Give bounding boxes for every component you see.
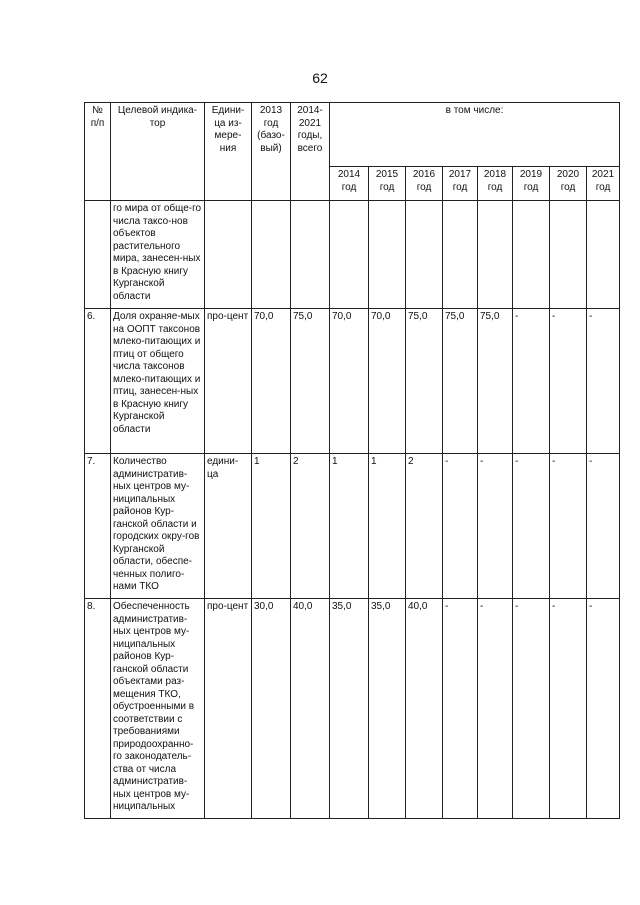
row-base-value: 70,0	[252, 309, 291, 454]
row-year-value: 75,0	[478, 309, 513, 454]
row-year-value: -	[513, 454, 550, 599]
header-base-year: 2013 год (базо-вый)	[252, 103, 291, 201]
row-number: 6.	[85, 309, 111, 454]
row-indicator: го мира от обще-го числа таксо-нов объектов растительного мира, занесен-ных в Красную книгу Курганской области	[111, 201, 205, 309]
row-base-value: 1	[252, 454, 291, 599]
row-year-value: 40,0	[406, 599, 443, 819]
row-year-value: -	[587, 309, 620, 454]
row-unit: про-цент	[205, 309, 252, 454]
header-year: 2014 год	[330, 167, 369, 201]
row-year-value: -	[550, 454, 587, 599]
header-including: в том числе:	[330, 103, 620, 167]
row-base-value	[252, 201, 291, 309]
row-year-value: -	[443, 599, 478, 819]
row-year-value: 70,0	[330, 309, 369, 454]
row-year-value: -	[443, 454, 478, 599]
row-number: 8.	[85, 599, 111, 819]
header-year: 2016 год	[406, 167, 443, 201]
row-year-value	[443, 201, 478, 309]
row-indicator: Доля охраняе-мых на ООПТ таксонов млеко-питающих и птиц от общего числа таксонов млеко-питающих и птиц, занесен-ных в Красную книгу Курганской области	[111, 309, 205, 454]
table-row	[85, 201, 620, 309]
table-row	[85, 309, 620, 454]
indicator-table	[84, 102, 620, 819]
header-indicator: Целевой индика-тор	[111, 103, 205, 201]
page-number: 62	[312, 70, 328, 86]
row-unit: про-цент	[205, 599, 252, 819]
row-year-value: -	[587, 599, 620, 819]
row-number	[85, 201, 111, 309]
row-year-value: -	[478, 454, 513, 599]
header-year: 2018 год	[478, 167, 513, 201]
row-year-value: 2	[406, 454, 443, 599]
header-unit: Едини-ца из-мере-ния	[205, 103, 252, 201]
row-indicator: Обеспеченность административ-ных центров му-ниципальных районов Кур-ганской области объектами раз-мещения ТКО, обустроенными в соответствии с требованиями природоохранно-го законодатель-ства от числа административ-ных центров му-ниципальных	[111, 599, 205, 819]
row-year-value	[369, 201, 406, 309]
header-total: 2014-2021 годы, всего	[291, 103, 330, 201]
row-year-value: -	[550, 309, 587, 454]
row-year-value: -	[513, 599, 550, 819]
table-header-row	[85, 103, 620, 167]
row-total-value: 40,0	[291, 599, 330, 819]
row-year-value: 35,0	[330, 599, 369, 819]
row-unit: едини-ца	[205, 454, 252, 599]
row-total-value: 75,0	[291, 309, 330, 454]
row-unit	[205, 201, 252, 309]
row-year-value	[513, 201, 550, 309]
header-year: 2015 год	[369, 167, 406, 201]
table-row	[85, 599, 620, 819]
row-year-value: 35,0	[369, 599, 406, 819]
header-year: 2020 год	[550, 167, 587, 201]
row-year-value	[406, 201, 443, 309]
row-indicator: Количество административ-ных центров му-ниципальных районов Кур-ганской области и городских окру-гов Курганской области, обеспе-ченных полиго-нами ТКО	[111, 454, 205, 599]
row-year-value	[478, 201, 513, 309]
row-year-value: -	[587, 454, 620, 599]
row-year-value: -	[478, 599, 513, 819]
row-year-value: 75,0	[443, 309, 478, 454]
header-year: 2017 год	[443, 167, 478, 201]
row-year-value: 1	[369, 454, 406, 599]
row-base-value: 30,0	[252, 599, 291, 819]
row-total-value: 2	[291, 454, 330, 599]
row-year-value: 75,0	[406, 309, 443, 454]
row-year-value: -	[550, 599, 587, 819]
header-num: № п/п	[85, 103, 111, 201]
row-number: 7.	[85, 454, 111, 599]
row-year-value: -	[513, 309, 550, 454]
table-row	[85, 454, 620, 599]
row-year-value	[587, 201, 620, 309]
row-year-value	[330, 201, 369, 309]
row-year-value: 70,0	[369, 309, 406, 454]
row-year-value	[550, 201, 587, 309]
row-total-value	[291, 201, 330, 309]
header-year: 2021 год	[587, 167, 620, 201]
header-year: 2019 год	[513, 167, 550, 201]
row-year-value: 1	[330, 454, 369, 599]
